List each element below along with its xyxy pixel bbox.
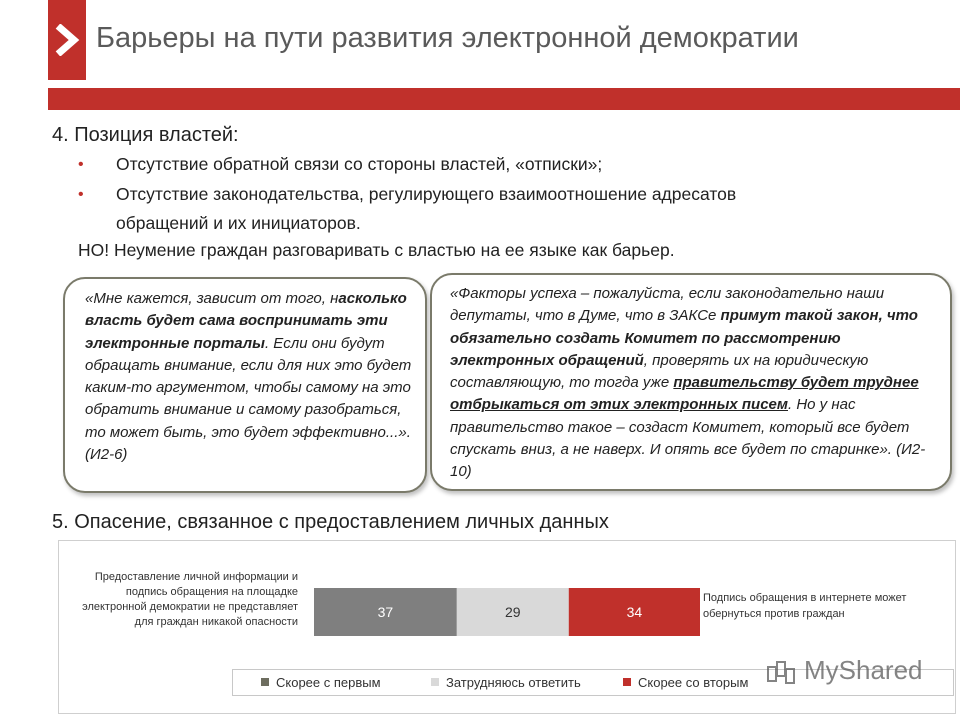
myshared-logo-icon: [766, 659, 796, 689]
legend-label-first: Скорее с первым: [276, 675, 381, 690]
quote-right-part-3: , проверять их на юридическую составляющую, то тогда уже: [450, 351, 869, 392]
quote-left-bold: асколько власть будет сама воспринимать эти электронные порталы: [85, 290, 407, 352]
quote-right-text: [450, 283, 942, 484]
bullet-text-1: Отсутствие обратной связи со стороны властей, «отписки»;: [116, 154, 603, 174]
quote-right-part-5: . Но у нас правительство такое – создаст Комитет, который все будет спускать вниз, а не наверх. И опять все будет по старинке». (И2-10): [450, 396, 926, 481]
quote-left-part-1: «Мне кажется, зависит от того, н: [85, 290, 339, 307]
bar-label-unsure: 29: [505, 604, 521, 620]
legend-swatch-light: [431, 678, 439, 686]
bullet-dot-icon: •: [78, 156, 84, 173]
bullet-item-2-continuation: [116, 209, 361, 238]
bar-label-first: 37: [377, 604, 394, 620]
quote-right-part-1: «Факторы успеха – пожалуйста, если законодательно наши депутаты, что в Думе, что в ЗАКСе: [450, 285, 885, 325]
legend-item-unsure: [431, 675, 581, 690]
chart-right-label: Подпись обращения в интернете может обернуться против граждан: [703, 592, 907, 620]
slide-title: Барьеры на пути развития электронной демократии: [96, 22, 799, 54]
legend-swatch-dark: [261, 678, 269, 686]
watermark: [768, 655, 923, 686]
stacked-bar-chart: [314, 588, 700, 636]
bullet-text-2: Отсутствие законодательства, регулирующего взаимоотношение адресатов: [116, 184, 737, 204]
bar-label-second: 34: [626, 604, 643, 620]
bullet-text-2-cont: обращений и их инициаторов.: [116, 213, 361, 233]
quote-left-part-3: . Если они будут обращать внимание, если для них это будет каким-то аргументом, чтобы самому на это обратить внимание и самому разобраться, то может быть, это будет эффективно...». (И2-6): [85, 334, 412, 464]
but-statement: НО! Неумение граждан разговаривать с властью на ее языке как барьер.: [78, 240, 675, 260]
header-divider: [48, 88, 960, 110]
bullet-item-2: [78, 180, 737, 209]
quote-right-bold-1: примут такой закон, что обязательно создать Комитет по рассмотрению электронных обращений: [450, 307, 918, 369]
section-4-heading: 4. Позиция властей:: [52, 124, 239, 146]
legend-item-first: [261, 675, 381, 690]
legend-label-second: Скорее со вторым: [638, 675, 749, 690]
header-accent-block: [48, 0, 86, 80]
quote-box-right: [430, 273, 952, 491]
legend-item-second: [623, 675, 748, 690]
quote-box-left: [63, 277, 427, 493]
legend-label-unsure: Затрудняюсь ответить: [446, 675, 581, 690]
quote-left-text: [85, 288, 415, 466]
bullet-item-1: [78, 150, 603, 179]
chart-left-label: Предоставление личной информации и подпись обращения на площадке электронной демократии не представляет для граждан никакой опасности: [82, 571, 298, 628]
bullet-dot-icon: •: [78, 186, 84, 203]
section-5-heading: 5. Опасение, связанное с предоставлением личных данных: [52, 511, 609, 533]
legend-swatch-red: [623, 678, 631, 686]
watermark-text: MyShared: [804, 655, 923, 685]
chevron-right-icon: [54, 24, 80, 56]
quote-right-bold-underline: правительству будет труднее отбрыкаться от этих электронных писем: [450, 374, 919, 414]
